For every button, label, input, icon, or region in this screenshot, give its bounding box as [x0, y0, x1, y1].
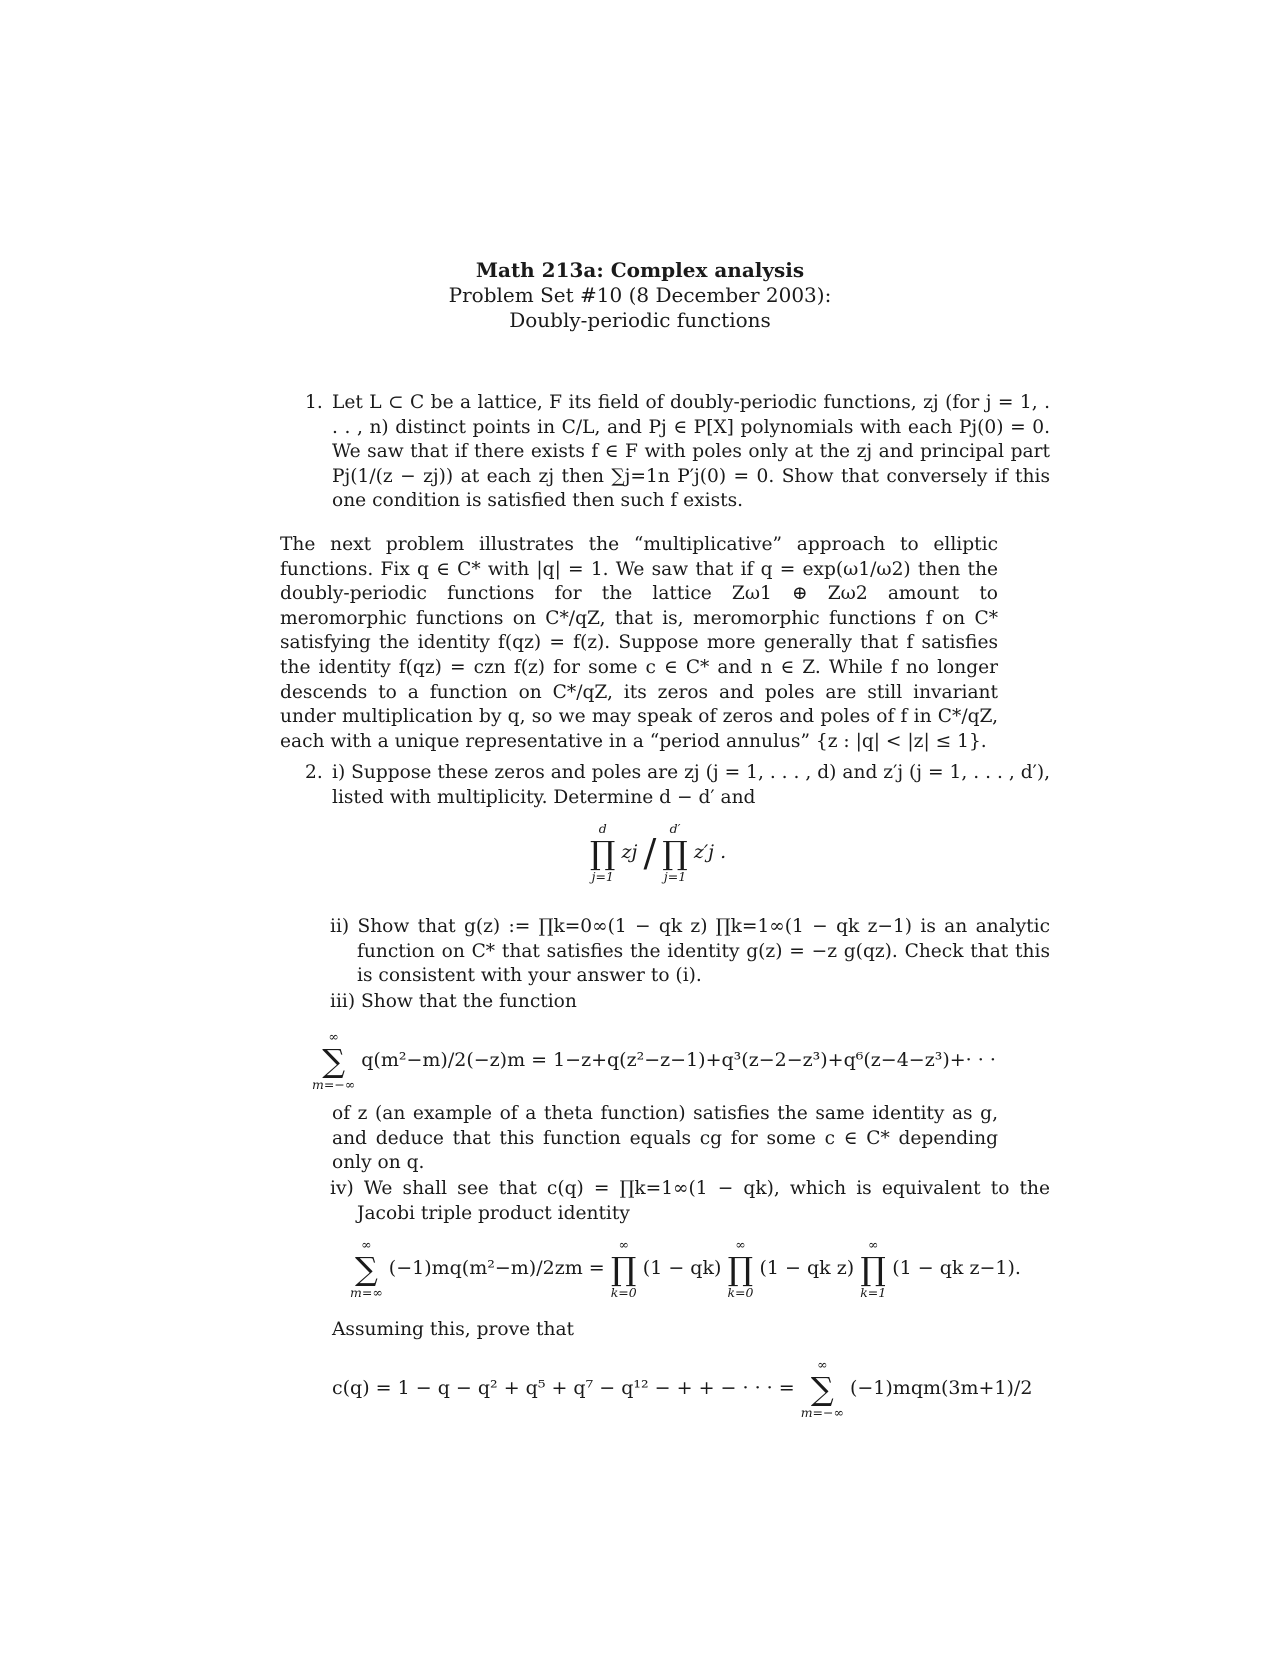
eq-term: (1 − qk z−1). — [892, 1257, 1021, 1279]
lower-limit: k=1 — [860, 1285, 887, 1300]
upper-limit: ∞ — [328, 1029, 339, 1044]
problem-2-part-ii: ii) Show that g(z) := ∏k=0∞(1 − qk z) ∏k=1∞(1 − qk z−1) is an analytic function on C* that satisfies the identity g(z) = −z g(qz). Check that this is consistent with your answer to (i). — [330, 916, 1050, 987]
intro-paragraph: The next problem illustrates the “multiplicative” approach to elliptic functions. Fix q ∈ C* with |q| = 1. We saw that if q = exp(ω1/ω2) then the doubly-periodic functions for the lattice Zω1 ⊕ Zω2 amount to meromorphic functions on C*/qZ, that is, meromorphic functions f on C* satisfying the identity f(qz) = f(z). Suppose more generally that f satisfies the identity f(qz) = czn f(z) for some c ∈ C* and n ∈ Z. While f no longer descends to a function on C*/qZ, its zeros and poles are still invariant under multiplication by q, so we may speak of zeros and poles of f in C*/qZ, each with a unique representative in a “period annulus” {z : |q| < |z| ≤ 1}. — [280, 534, 998, 752]
eq-body: q(m²−m)/2(−z)m = 1−z+q(z²−z−1)+q³(z−2−z³)+q⁶(z−4−z³)+· · · — [361, 1049, 996, 1071]
product-symbol: ∞ ∏ k=0 — [610, 1237, 637, 1300]
theta-series-equation — [312, 1030, 996, 1092]
eq-term: zj — [621, 841, 638, 863]
topic-label: Doubly-periodic functions — [509, 308, 771, 332]
eq-term: (−1)mq(m²−m)/2zm = — [388, 1257, 605, 1279]
eq-term: (1 − qk z) — [759, 1257, 855, 1279]
sum-symbol: ∞ ∑ m=−∞ — [312, 1029, 356, 1092]
lower-limit: m=∞ — [350, 1285, 383, 1300]
lower-limit: m=−∞ — [800, 1405, 844, 1420]
lower-limit: k=0 — [727, 1285, 754, 1300]
eq-rhs: (−1)mqm(3m+1)/2 — [849, 1377, 1033, 1399]
problem-2-part-i — [280, 761, 1050, 810]
problem-2-part-iii: iii) Show that the function — [330, 991, 577, 1012]
upper-limit: d — [598, 821, 607, 836]
lower-limit: j=1 — [591, 869, 614, 884]
lower-limit: j=1 — [663, 869, 687, 884]
product-symbol: d′ ∏ j=1 — [662, 821, 688, 884]
part-i-text: i) Suppose these zeros and poles are zj (j = 1, . . . , d) and z′j (j = 1, . . . , d′), listed with multiplicity. Determine d − d′ and — [332, 762, 1050, 808]
eq-lhs: c(q) = 1 − q − q² + q⁵ + q⁷ − q¹² − + + − · · · = — [332, 1377, 795, 1399]
product-symbol: ∞ ∏ k=1 — [860, 1237, 887, 1300]
problem-2-part-iv: iv) We shall see that c(q) = ∏k=1∞(1 − qk), which is equivalent to the Jacobi triple product identity — [330, 1178, 1050, 1224]
jacobi-triple-product-equation — [350, 1238, 1021, 1300]
upper-limit: d′ — [669, 821, 681, 836]
product-symbol: d ∏ j=1 — [590, 821, 616, 884]
problem-2-part-iv-continued: Assuming this, prove that — [332, 1319, 575, 1340]
problem-1-text: Let L ⊂ C be a lattice, F its field of doubly-periodic functions, zj (for j = 1, . . . , n) distinct points in C/L, and Pj ∈ P[X] polynomials with each Pj(0) = 0. We saw that if there exists f ∈ F with poles only at the zj and principal part Pj(1/(z − zj)) at each zj then ∑j=1n P′j(0) = 0. Show that conversely if this one condition is satisfied then such f exists. — [332, 392, 1050, 512]
sum-symbol: ∞ ∑ m=∞ — [350, 1237, 383, 1300]
pentagonal-number-equation — [332, 1358, 1032, 1420]
problem-1 — [280, 391, 1050, 514]
product-ratio-equation: d ∏ j=1 zj / d′ ∏ j=1 z′j . — [590, 821, 727, 884]
problem-1-number: 1. — [305, 392, 323, 413]
problem-set-label: Problem Set #10 (8 December 2003): — [448, 283, 832, 307]
lower-limit: m=−∞ — [312, 1077, 356, 1092]
sum-symbol: ∞ ∑ m=−∞ — [800, 1357, 844, 1420]
page-title: Math 213a: Complex analysis — [475, 258, 805, 282]
eq-term: z′j . — [693, 841, 727, 863]
eq-term: (1 − qk) — [642, 1257, 722, 1279]
product-symbol: ∞ ∏ k=0 — [727, 1237, 754, 1300]
problem-2-part-iii-continued: of z (an example of a theta function) satisfies the same identity as g, and deduce that this function equals cg for some c ∈ C* depending only on q. — [332, 1103, 998, 1174]
document-header — [0, 258, 1280, 333]
problem-2-number: 2. — [305, 762, 323, 783]
lower-limit: k=0 — [610, 1285, 637, 1300]
